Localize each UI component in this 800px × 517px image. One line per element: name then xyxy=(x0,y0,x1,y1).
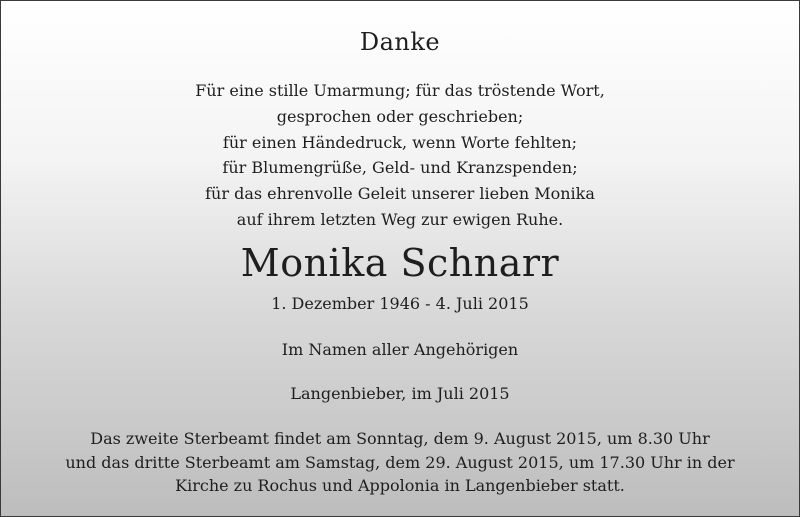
on-behalf-line: Im Namen aller Angehörigen xyxy=(281,340,519,359)
place-date-line: Langenbieber, im Juli 2015 xyxy=(290,384,510,403)
service-line: Das zweite Sterbeamt findet am Sonntag, dem 9. August 2015, um 8.30 Uhr xyxy=(90,429,710,448)
thanks-line: für einen Händedruck, wenn Worte fehlten; xyxy=(222,133,578,152)
thanks-line: Für eine stille Umarmung; für das tröstende Wort, xyxy=(195,81,605,100)
life-dates: 1. Dezember 1946 - 4. Juli 2015 xyxy=(271,294,529,313)
thanks-line: für das ehrenvolle Geleit unserer lieben Monika xyxy=(205,184,595,203)
thanks-line: für Blumengrüße, Geld- und Kranzspenden; xyxy=(222,158,578,177)
thanks-line: gesprochen oder geschrieben; xyxy=(276,107,524,126)
service-line: und das dritte Sterbeamt am Samstag, dem 29. August 2015, um 17.30 Uhr in der xyxy=(65,453,735,472)
deceased-name: Monika Schnarr xyxy=(240,241,560,285)
service-line: Kirche zu Rochus und Appolonia in Langenbieber statt. xyxy=(175,476,625,495)
notice-title: Danke xyxy=(359,28,441,56)
thanks-line: auf ihrem letzten Weg zur ewigen Ruhe. xyxy=(236,210,564,229)
